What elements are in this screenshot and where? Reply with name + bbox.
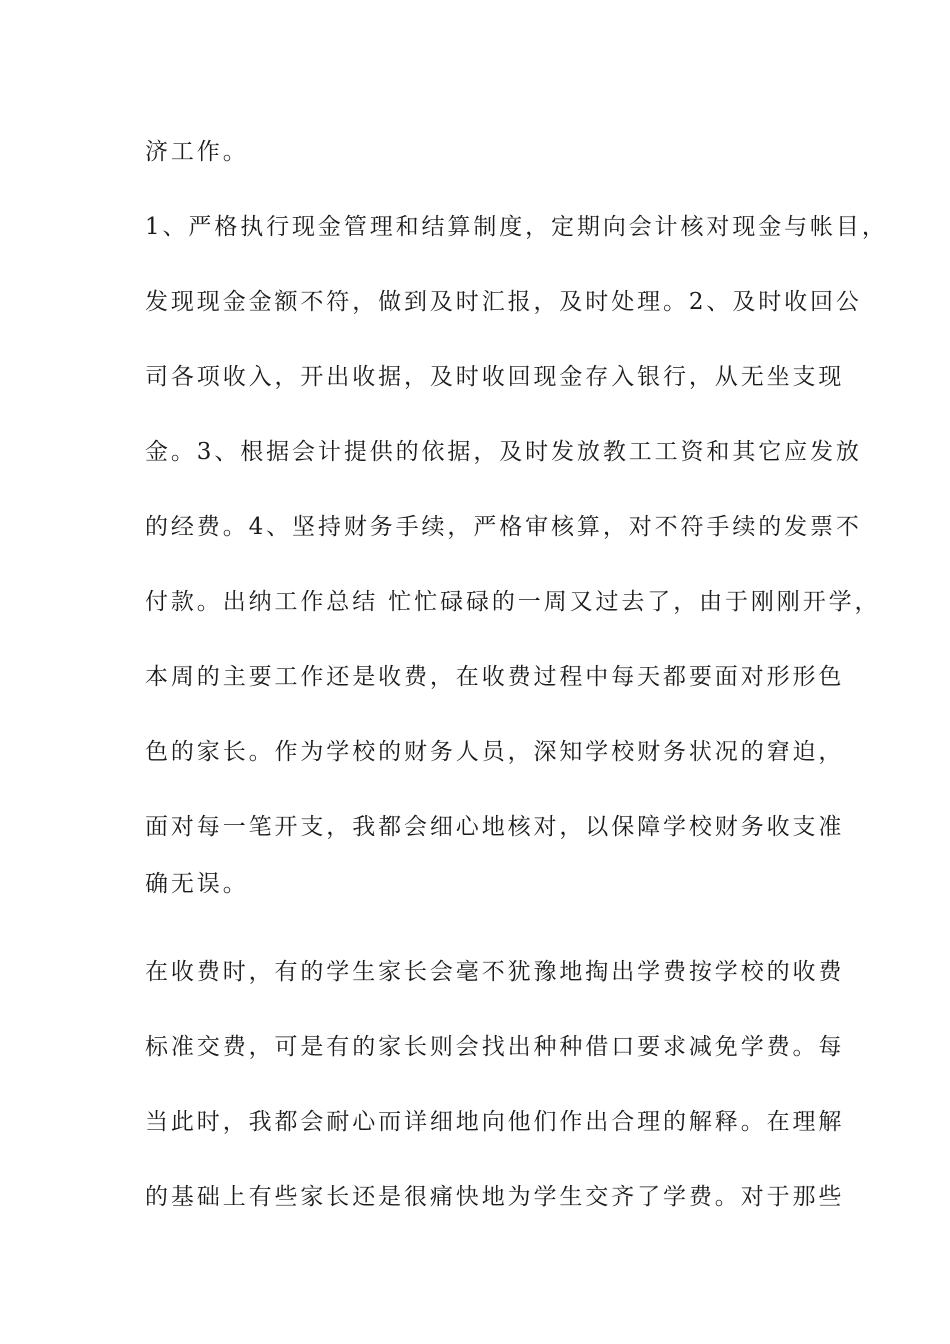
text-line: 发现现金金额不符，做到及时汇报，及时处理。2、及时收回公 [145, 289, 862, 315]
text-line: 济工作。 [145, 139, 249, 165]
text-line: 色的家长。作为学校的财务人员，深知学校财务状况的窘迫， [145, 739, 845, 765]
text-line: 面对每一笔开支，我都会细心地核对，以保障学校财务收支准 [145, 814, 845, 840]
text-line: 标准交费，可是有的家长则会找出种种借口要求减免学费。每 [145, 1034, 845, 1060]
text-line: 在收费时，有的学生家长会毫不犹豫地掏出学费按学校的收费 [145, 959, 845, 985]
text-line: 付款。出纳工作总结 忙忙碌碌的一周又过去了，由于刚刚开学， [145, 589, 881, 615]
text-line: 1、严格执行现金管理和结算制度，定期向会计核对现金与帐目， [145, 214, 888, 240]
text-line: 确无误。 [145, 871, 249, 897]
text-line: 本周的主要工作还是收费，在收费过程中每天都要面对形形色 [145, 664, 845, 690]
text-line: 的基础上有些家长还是很痛快地为学生交齐了学费。对于那些 [145, 1184, 845, 1210]
text-line: 司各项收入，开出收据，及时收回现金存入银行，从无坐支现 [145, 364, 845, 390]
text-line: 金。3、根据会计提供的依据，及时发放教工工资和其它应发放 [145, 439, 862, 465]
text-line: 当此时，我都会耐心而详细地向他们作出合理的解释。在理解 [145, 1109, 845, 1135]
text-line: 的经费。4、坚持财务手续，严格审核算，对不符手续的发票不 [145, 514, 862, 540]
